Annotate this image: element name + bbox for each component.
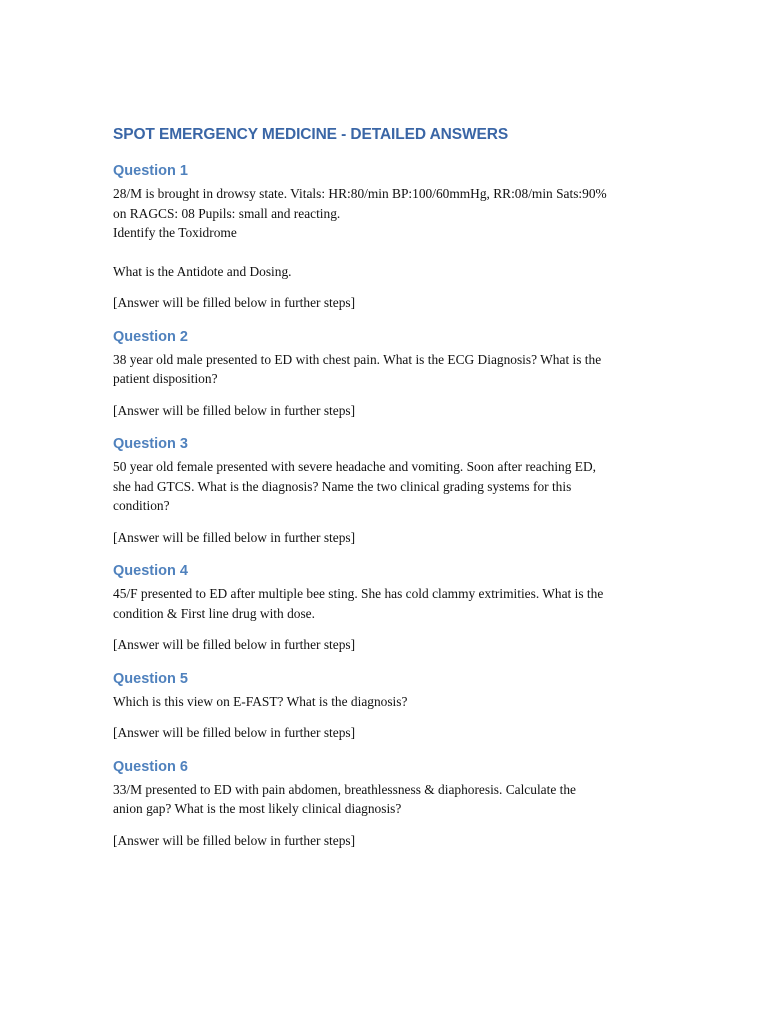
- question-text-line: patient disposition?: [113, 371, 218, 386]
- question-block: [113, 669, 658, 743]
- question-text-line: Identify the Toxidrome: [113, 225, 237, 240]
- question-text-line: 45/F presented to ED after multiple bee sting. She has cold clammy extrimities. What is the: [113, 586, 604, 601]
- blank-line: [113, 243, 658, 262]
- answer-placeholder: [Answer will be filled below in further steps]: [113, 402, 356, 418]
- question-block: [113, 161, 658, 313]
- question-heading: Question 2: [113, 328, 188, 345]
- answer-placeholder: [Answer will be filled below in further steps]: [113, 832, 356, 848]
- answer-placeholder: [Answer will be filled below in further steps]: [113, 637, 356, 652]
- question-text-line: 50 year old female presented with severe headache and vomiting. Soon after reaching ED,: [113, 459, 596, 474]
- document-content: [113, 124, 658, 864]
- question-text-line: she had GTCS. What is the diagnosis? Name the two clinical grading systems for this: [113, 478, 572, 494]
- answer-placeholder: [Answer will be filled below in further steps]: [113, 725, 356, 740]
- question-text-line: Which is this view on E-FAST? What is the diagnosis?: [113, 693, 408, 709]
- answer-placeholder: [Answer will be filled below in further steps]: [113, 529, 356, 545]
- question-text-line: condition & First line drug with dose.: [113, 605, 315, 621]
- question-block: [113, 561, 658, 655]
- question-extra-text: What is the Antidote and Dosing.: [113, 263, 292, 279]
- page-title: SPOT EMERGENCY MEDICINE - DETAILED ANSWERS: [113, 126, 509, 143]
- question-text-line: anion gap? What is the most likely clinical diagnosis?: [113, 801, 402, 816]
- question-text-line: 38 year old male presented to ED with chest pain. What is the ECG Diagnosis? What is the: [113, 351, 602, 367]
- answer-placeholder: [Answer will be filled below in further steps]: [113, 295, 356, 310]
- question-text-line: 33/M presented to ED with pain abdomen, breathlessness & diaphoresis. Calculate the: [113, 781, 576, 797]
- question-heading: Question 5: [113, 670, 188, 687]
- question-text-line: 28/M is brought in drowsy state. Vitals: HR:80/min BP:100/60mmHg, RR:08/min Sats:90%: [113, 186, 607, 201]
- question-heading: Question 3: [113, 436, 188, 452]
- question-block: [113, 757, 658, 851]
- question-heading: Question 4: [113, 563, 188, 579]
- question-block: [113, 434, 658, 547]
- question-heading: Question 1: [113, 163, 188, 179]
- question-text-line: condition?: [113, 498, 170, 513]
- question-block: [113, 327, 658, 421]
- question-text-line: on RAGCS: 08 Pupils: small and reacting.: [113, 205, 341, 221]
- question-heading: Question 6: [113, 758, 188, 775]
